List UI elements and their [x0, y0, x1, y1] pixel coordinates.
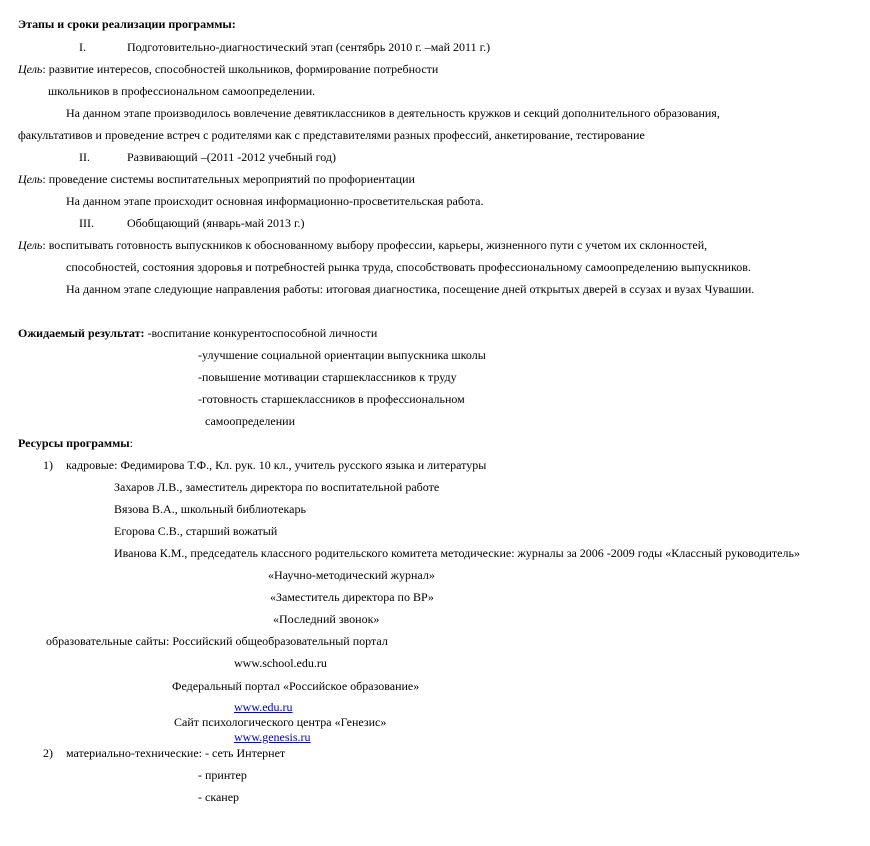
expected-result-line [18, 326, 377, 340]
stage-2-description: На данном этапе происходит основная информационно-просветительская работа. [66, 194, 484, 208]
journal-item-2: «Заместитель директора по ВР» [270, 590, 434, 604]
journal-item-1: «Научно-методический журнал» [268, 568, 435, 582]
resources-heading: Ресурсы программы [18, 436, 130, 450]
result-item-2: -улучшение социальной ориентации выпускника школы [198, 348, 486, 362]
staff-item-1: кадровые: Федимирова Т.Ф., Кл. рук. 10 кл., учитель русского языка и литературы [66, 458, 487, 472]
list-number-2: 2) [43, 746, 53, 760]
stage-1-goal-continuation: школьников в профессиональном самоопределении. [48, 84, 316, 98]
stage-2-goal-text: : проведение системы воспитательных мероприятий по профориентации [42, 172, 415, 186]
result-item-4-continuation: самоопределении [205, 414, 295, 428]
resources-heading-line [18, 436, 133, 450]
goal-label: Цель [18, 62, 43, 76]
stage-2-title: Развивающий –(2011 -2012 учебный год) [127, 150, 337, 164]
goal-label: Цель [18, 238, 43, 252]
tech-item-3: - сканер [198, 790, 240, 804]
resources-heading-colon: : [129, 436, 133, 450]
psych-center-label: Сайт психологического центра «Генезис» [174, 715, 387, 729]
list-number-1: 1) [43, 458, 53, 472]
stage-1-title: Подготовительно-диагностический этап (сентябрь 2010 г. –май 2011 г.) [127, 40, 491, 54]
educational-sites-label: образовательные сайты: Российский общеобразовательный портал [46, 634, 388, 648]
stage-1-goal-text: : развитие интересов, способностей школьников, формирование потребности [42, 62, 439, 76]
link-edu[interactable]: www.edu.ru [234, 700, 293, 714]
expected-result-label: Ожидаемый результат: [18, 326, 145, 340]
staff-item-2: Захаров Л.В., заместитель директора по воспитательной работе [114, 480, 440, 494]
stage-2-number: II. [79, 150, 90, 164]
stage-3-goal-line [18, 238, 707, 252]
stage-3-goal-continuation: способностей, состояния здоровья и потребностей рынка труда, способствовать профессиональному самоопределению выпускников. [66, 260, 751, 274]
stage-1-description: На данном этапе производилось вовлечение девятиклассников в деятельность кружков и секций дополнительного образования, [66, 106, 720, 120]
stages-heading: Этапы и сроки реализации программы: [18, 17, 236, 31]
result-item-1: -воспитание конкурентоспособной личности [144, 326, 378, 340]
stage-3-goal-text: : воспитывать готовность выпускников к обоснованному выбору профессии, карьеры, жизненного пути с учетом их склонностей, [42, 238, 708, 252]
stage-1-goal-line [18, 62, 438, 76]
tech-item-2: - принтер [198, 768, 247, 782]
journal-item-3: «Последний звонок» [273, 612, 380, 626]
link-genesis[interactable]: www.genesis.ru [234, 730, 311, 744]
site-url-school: www.school.edu.ru [234, 656, 327, 670]
staff-item-5: Иванова К.М., председатель классного родительского комитета методические: журналы за 2006 -2009 годы «Классный руководитель» [114, 546, 800, 560]
stage-1-description-continuation: факультативов и проведение встреч с родителями как с представителями разных профессий, анкетирование, тестирование [18, 128, 645, 142]
stage-3-title: Обобщающий (январь-май 2013 г.) [127, 216, 305, 230]
tech-item-1: материально-технические: - сеть Интернет [66, 746, 286, 760]
staff-item-3: Вязова В.А., школьный библиотекарь [114, 502, 306, 516]
federal-portal-label: Федеральный портал «Российское образование» [172, 679, 420, 693]
stage-1-number: I. [79, 40, 86, 54]
stage-3-number: III. [79, 216, 94, 230]
staff-item-4: Егорова С.В., старший вожатый [114, 524, 278, 538]
result-item-4: -готовность старшеклассников в профессиональном [198, 392, 465, 406]
result-item-3: -повышение мотивации старшеклассников к труду [198, 370, 457, 384]
goal-label: Цель [18, 172, 43, 186]
stage-3-description: На данном этапе следующие направления работы: итоговая диагностика, посещение дней открытых дверей в ссузах и вузах Чувашии. [66, 282, 755, 296]
stage-2-goal-line [18, 172, 415, 186]
